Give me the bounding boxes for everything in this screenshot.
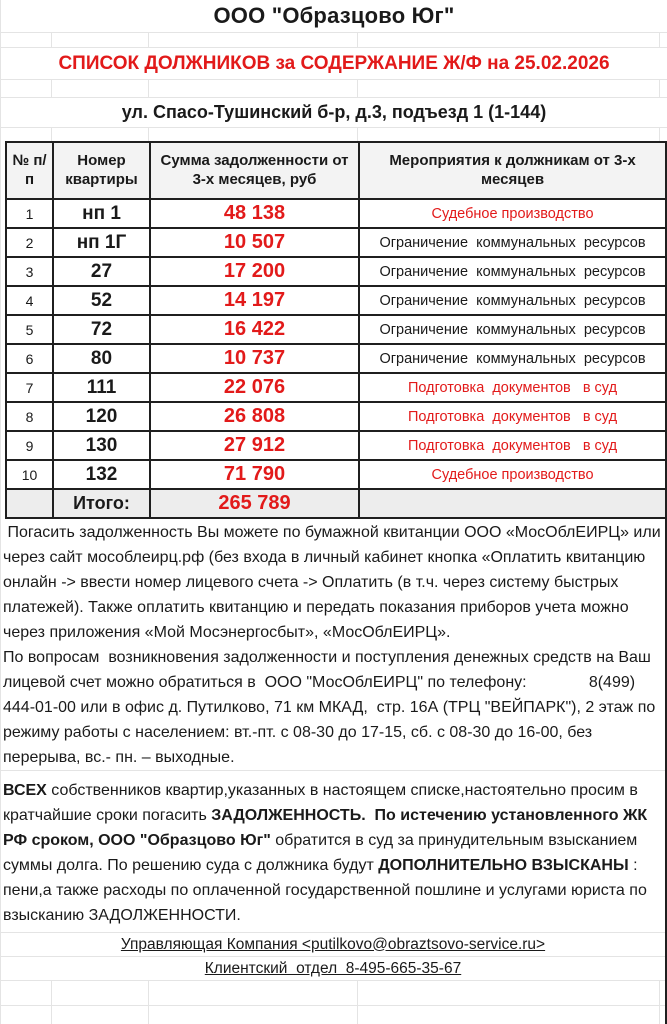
debtor-row: [6, 315, 666, 344]
debt-amount: 27 912: [150, 431, 359, 460]
debt-amount: 10 737: [150, 344, 359, 373]
row-number: 5: [6, 315, 53, 344]
row-number: 3: [6, 257, 53, 286]
row-number: 6: [6, 344, 53, 373]
debtor-action: Ограничение коммунальных ресурсов: [359, 315, 666, 344]
row-number: 2: [6, 228, 53, 257]
debtor-action: Подготовка документов в суд: [359, 402, 666, 431]
apartment-number: 120: [53, 402, 150, 431]
apartment-number: нп 1: [53, 199, 150, 228]
client-department-phone: Клиентский отдел 8-495-665-35-67: [204, 959, 462, 977]
apartment-number: 130: [53, 431, 150, 460]
management-company-contact: [1, 933, 665, 957]
bordered-content-area: [1, 141, 667, 1024]
note-paragraph: ВСЕХ собственников квартир,указанных в настоящем списке,настоятельно просим в кратчайшие сроки погасить ЗАДОЛЖЕННОСТЬ. По истечению установленного ЖК РФ сроком, ООО "Образцово Юг" обратится в суд за принудительным взысканием суммы долга. По решению суда с должника будут ДОПОЛНИТЕЛЬНО ВЗЫСКАНЫ : пени,а также расходы по оплаченной государственной пошлине и услугами юриста по взысканию ЗАДОЛЖЕННОСТИ.: [3, 782, 652, 924]
debtors-list-title: СПИСОК ДОЛЖНИКОВ за СОДЕРЖАНИЕ Ж/Ф на 25.02.2026: [1, 48, 667, 80]
debtor-row: [6, 344, 666, 373]
management-company-email: Управляющая Компания <putilkovo@obraztsovo-service.ru>: [120, 935, 546, 953]
grid-spacer-row: [1, 128, 667, 141]
total-amount: 265 789: [150, 489, 359, 518]
payment-instructions-note: [1, 519, 665, 771]
debtor-row: [6, 286, 666, 315]
debtor-row: [6, 402, 666, 431]
debtor-row: [6, 228, 666, 257]
apartment-number: нп 1Г: [53, 228, 150, 257]
debtors-table: [5, 141, 667, 519]
column-header-actions: Мероприятия к должникам от 3-х месяцев: [359, 142, 666, 199]
debt-amount: 22 076: [150, 373, 359, 402]
debtor-row: [6, 431, 666, 460]
debt-amount: 48 138: [150, 199, 359, 228]
debtor-action: Судебное производство: [359, 199, 666, 228]
debtor-action: Судебное производство: [359, 460, 666, 489]
row-number: 9: [6, 431, 53, 460]
note-paragraph: По вопросам возникновения задолженности и поступления денежных средств на Ваш лицевой счет можно обратиться в ООО "МосОблЕИРЦ" по телефону: 8(499) 444-01-00 или в офис д. Путилково, 71 км МКАД, стр. 16А (ТРЦ "ВЕЙПАРК"), 2 этаж по режиму работы с населением: вт.-пт. с 08-30 до 17-15, сб. с 08-30 до 16-00, без перерыва, вс.- пн. – выходные.: [3, 649, 660, 766]
row-number: 1: [6, 199, 53, 228]
debtor-action: Ограничение коммунальных ресурсов: [359, 257, 666, 286]
row-number: 10: [6, 460, 53, 489]
debt-amount: 26 808: [150, 402, 359, 431]
empty-grid-rows: [1, 981, 665, 1024]
debt-amount: 14 197: [150, 286, 359, 315]
apartment-number: 132: [53, 460, 150, 489]
legal-warning-note: [1, 771, 665, 933]
row-number: 4: [6, 286, 53, 315]
debt-amount: 10 507: [150, 228, 359, 257]
debtor-row: [6, 257, 666, 286]
client-department-contact: [1, 957, 665, 981]
debtor-row: [6, 199, 666, 228]
total-actions-cell: [359, 489, 666, 518]
apartment-number: 52: [53, 286, 150, 315]
row-number: 8: [6, 402, 53, 431]
apartment-number: 80: [53, 344, 150, 373]
debtor-action: Ограничение коммунальных ресурсов: [359, 286, 666, 315]
debt-amount: 16 422: [150, 315, 359, 344]
debtor-row: [6, 460, 666, 489]
table-header-row: [6, 142, 666, 199]
apartment-number: 111: [53, 373, 150, 402]
total-label: Итого:: [53, 489, 150, 518]
building-address: ул. Спасо-Тушинский б-р, д.3, подъезд 1 (1-144): [1, 98, 667, 128]
debtor-action: Подготовка документов в суд: [359, 431, 666, 460]
column-header-amount: Сумма задолженности от 3-х месяцев, руб: [150, 142, 359, 199]
total-empty-cell: [6, 489, 53, 518]
debtor-row: [6, 373, 666, 402]
debt-amount: 17 200: [150, 257, 359, 286]
apartment-number: 72: [53, 315, 150, 344]
debt-amount: 71 790: [150, 460, 359, 489]
grid-spacer-row: [1, 80, 667, 98]
debtor-action: Подготовка документов в суд: [359, 373, 666, 402]
column-header-apartment: Номер квартиры: [53, 142, 150, 199]
debtor-action: Ограничение коммунальных ресурсов: [359, 228, 666, 257]
company-title: ООО "Образцово Юг": [1, 0, 667, 33]
grid-spacer-row: [1, 33, 667, 48]
apartment-number: 27: [53, 257, 150, 286]
total-row: [6, 489, 666, 518]
debtor-action: Ограничение коммунальных ресурсов: [359, 344, 666, 373]
note-paragraph: Погасить задолженность Вы можете по бумажной квитанции ООО «МосОблЕИРЦ» или через сайт мособлеирц.рф (без входа в личный кабинет кнопка «Оплатить квитанцию онлайн -> ввести номер лицевого счета -> Оплатить (в т.ч. через систему быстрых платежей). Также оплатить квитанцию и передать показания приборов учета можно через приложения «Мой Мосэнергосбыт», «МосОблЕИРЦ».: [3, 524, 666, 641]
row-number: 7: [6, 373, 53, 402]
debtors-table-body: [6, 199, 666, 489]
column-header-num: № п/п: [6, 142, 53, 199]
